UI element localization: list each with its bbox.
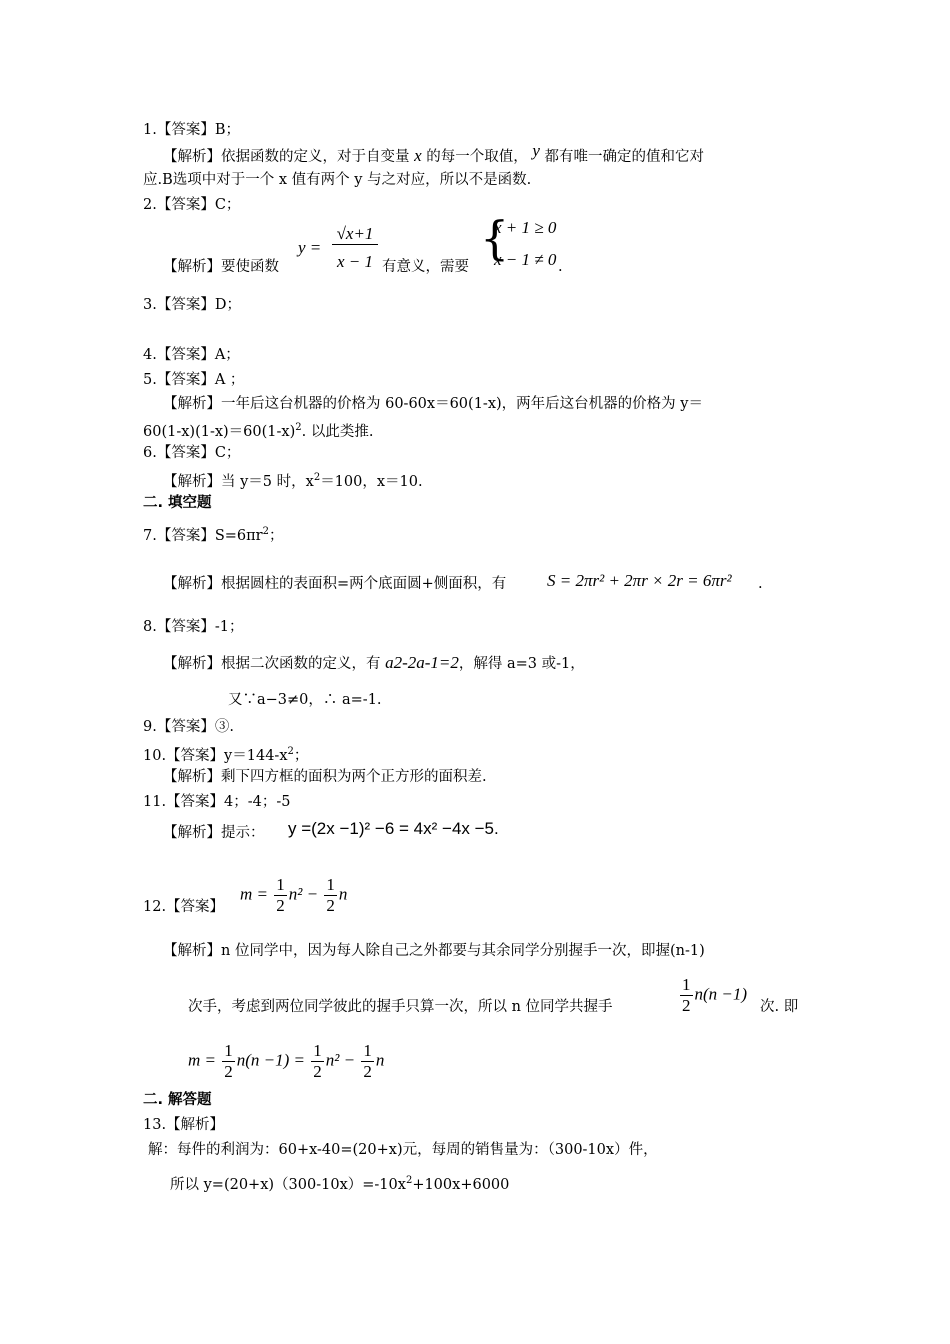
fraction-half <box>680 975 693 1016</box>
superscript: 2 <box>295 422 302 433</box>
solution-13-b-text: 所以 y=(20+x)（300-10x）=-10x <box>170 1176 406 1193</box>
analysis-5-b-text: 60(1-x)(1-x)＝60(1-x) <box>143 423 296 440</box>
analysis-1 <box>163 141 705 167</box>
analysis-7-a: 【解析】根据圆柱的表面积=两个底面圆+侧面积，有 <box>163 576 507 592</box>
analysis-11-a: 【解析】提示： <box>163 825 265 841</box>
expansion-formula: y =(2x −1)² −6 = 4x² −4x −5. <box>288 819 499 838</box>
period: . <box>758 576 763 592</box>
analysis-5-a: 【解析】一年后这台机器的价格为 60-60x＝60(1-x)，两年后这台机器的价格为 y＝ <box>163 396 703 412</box>
final-c: n <box>375 1050 385 1070</box>
analysis-5-b <box>143 418 373 442</box>
analysis-12-a: 【解析】n 位同学中，因为每人除自己之外都要与其余同学分别握手一次，即握(n-1) <box>163 943 705 959</box>
var-x: x <box>414 146 422 165</box>
answer-6: 6.【答案】C； <box>143 445 241 461</box>
fraction-half <box>324 875 337 916</box>
analysis-1-cont: 应.B选项中对于一个 x 值有两个 y 与之对应，所以不是函数. <box>143 172 532 188</box>
answer-5: 5.【答案】A ； <box>143 372 245 388</box>
denominator: 2 <box>224 1062 233 1081</box>
fraction-numerator: √x+1 <box>332 224 378 245</box>
fraction-half <box>274 875 287 916</box>
n-term: n <box>338 884 348 904</box>
left-brace: { <box>480 211 510 265</box>
analysis-10: 【解析】剩下四方框的面积为两个正方形的面积差. <box>163 769 487 785</box>
solution-13-c: +100x+6000 <box>412 1176 510 1193</box>
fraction-half <box>361 1041 374 1082</box>
numerator: 1 <box>363 1041 372 1060</box>
superscript: 2 <box>405 1175 413 1186</box>
m-formula <box>240 875 347 916</box>
analysis-2-b: 有意义，需要 <box>382 259 469 275</box>
numerator: 1 <box>313 1041 322 1060</box>
answer-10 <box>143 742 308 766</box>
section-heading-solve: 二. 解答题 <box>143 1092 212 1108</box>
analysis-1-c: 都有唯一确定的值和它对 <box>544 149 705 165</box>
answer-4: 4.【答案】A； <box>143 347 240 363</box>
final-b: n² − <box>325 1050 356 1070</box>
answer-11: 11.【答案】4；-4；-5 <box>143 794 291 810</box>
analysis-2-a: 【解析】要使函数 <box>163 259 279 275</box>
answer-7-text: 7.【答案】S=6πr <box>143 527 263 544</box>
analysis-6 <box>163 468 423 492</box>
period: . <box>558 259 563 275</box>
numerator: 1 <box>682 975 691 994</box>
superscript: 2 <box>313 472 321 483</box>
quadratic-condition: a2-2a-1=2 <box>385 653 459 672</box>
solution-13-b <box>170 1171 509 1195</box>
numerator: 1 <box>224 1041 233 1060</box>
condition-1: x + 1 ≥ 0 <box>494 218 557 237</box>
condition-2: x − 1 ≠ 0 <box>494 250 557 269</box>
answer-1: 1.【答案】B； <box>143 122 240 138</box>
analysis-5-c: . 以此类推. <box>301 423 374 440</box>
answer-13: 13.【解析】 <box>143 1117 225 1133</box>
superscript: 2 <box>287 746 294 757</box>
analysis-8-a: 【解析】根据二次函数的定义，有 <box>163 656 381 672</box>
handshake-term: n(n −1) <box>694 984 748 1004</box>
m-equals: m = <box>188 1050 216 1070</box>
answer-9: 9.【答案】③. <box>143 719 234 735</box>
superscript: 2 <box>262 526 269 537</box>
fraction-denominator: x − 1 <box>336 252 374 271</box>
var-y: y <box>532 141 540 160</box>
final-m-formula <box>188 1041 384 1082</box>
analysis-1-b: 的每一个取值， <box>426 149 528 165</box>
answer-10-text: 10.【答案】y＝144-x <box>143 747 288 764</box>
fraction-half <box>311 1041 324 1082</box>
n-squared-term: n² − <box>288 884 319 904</box>
denominator: 2 <box>682 996 691 1015</box>
analysis-1-a: 【解析】依据函数的定义，对于自变量 <box>163 149 410 165</box>
answer-8: 8.【答案】-1； <box>143 619 244 635</box>
handshake-formula <box>678 975 747 1016</box>
answer-2: 2.【答案】C； <box>143 197 241 213</box>
numerator: 1 <box>276 875 285 894</box>
answer-7 <box>143 522 283 546</box>
analysis-12-c: 次. 即 <box>760 999 799 1015</box>
analysis-6-a: 【解析】当 y＝5 时，x <box>163 473 314 490</box>
solution-13-a: 解：每件的利润为：60+x-40=(20+x)元，每周的销售量为：（300-10x）件， <box>148 1142 658 1158</box>
analysis-6-b: ＝100，x＝10. <box>320 473 423 490</box>
answer-12: 12.【答案】 <box>143 899 225 915</box>
numerator: 1 <box>326 875 335 894</box>
answer-10-tail: ； <box>293 747 309 764</box>
section-heading-fill-blank: 二. 填空题 <box>143 495 212 511</box>
analysis-12-b: 次手，考虑到两位同学彼此的握手只算一次，所以 n 位同学共握手 <box>188 999 613 1015</box>
denominator: 2 <box>326 896 335 915</box>
denominator: 2 <box>276 896 285 915</box>
analysis-8 <box>163 653 585 674</box>
answer-7-tail: ； <box>268 527 284 544</box>
answer-3: 3.【答案】D； <box>143 297 241 313</box>
y-equals: y = <box>298 238 322 257</box>
m-equals: m = <box>240 884 268 904</box>
surface-area-formula: S = 2πr² + 2πr × 2r = 6πr² <box>547 571 732 590</box>
analysis-8-b: ，解得 a=3 或-1， <box>458 656 585 672</box>
denominator: 2 <box>313 1062 322 1081</box>
final-a: n(n −1) = <box>236 1050 306 1070</box>
fraction-half <box>222 1041 235 1082</box>
denominator: 2 <box>363 1062 372 1081</box>
analysis-8-c: 又∵a−3≠0，∴ a=-1. <box>228 692 382 708</box>
